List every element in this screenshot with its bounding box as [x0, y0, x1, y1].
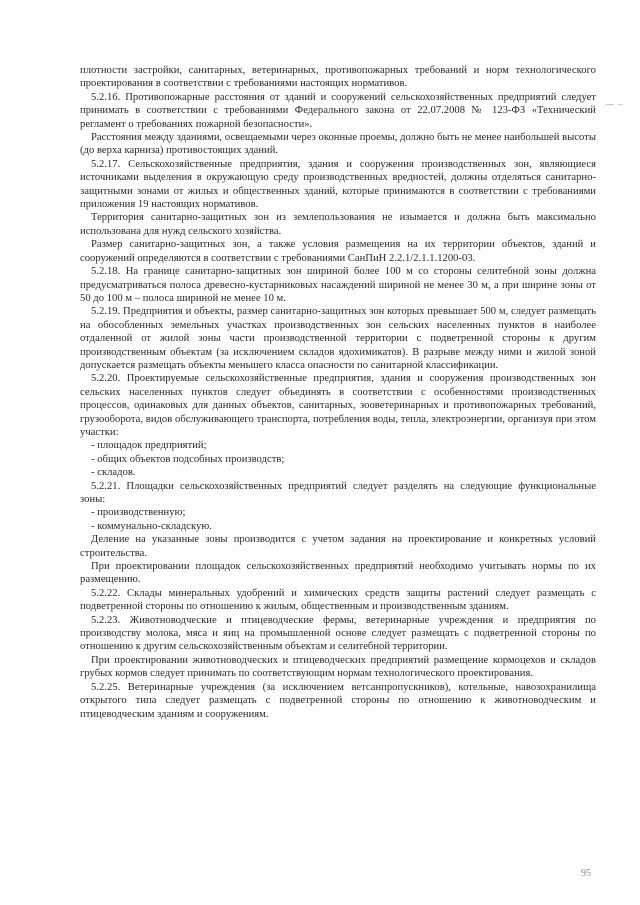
paragraph-5-2-18: 5.2.18. На границе санитарно-защитных зон шириной более 100 м со стороны селитебной зоны должна предусматриваться полоса древесно-кустарниковых насаждений шириной не менее 30 м, а при ширине зоны от 50 до 100 м – полоса шириной не менее 10 м.: [80, 266, 596, 304]
list-item: - производственную;: [91, 507, 186, 519]
paragraph: Размер санитарно-защитных зон, а также условия размещения на их территории объектов, зданий и сооружений определяются в соответствии с требованиями СанПиН 2.2.1/2.1.1.1200-03.: [80, 239, 596, 264]
list-item: - складов.: [91, 467, 136, 479]
paragraph-5-2-23: 5.2.23. Животноводческие и птицеводческие фермы, ветеринарные учреждения и предприятия по производству молока, мяса и яиц на промышленной основе следует размещать с подветренной стороны по отношению к другим сельскохозяйственным объектам и селитебной территории.: [80, 614, 596, 653]
paragraph: При проектировании животноводческих и птицеводческих предприятий размещение кормоцехов и складов грубых кормов следует принимать по соответствующим нормам технологического проектирования.: [80, 654, 596, 680]
margin-mark: [606, 104, 614, 105]
list-item: - общих объектов подсобных производств;: [91, 453, 285, 465]
paragraph: При проектировании площадок сельскохозяйственных предприятий необходимо учитывать нормы по их размещению.: [80, 561, 596, 586]
document-body: [80, 64, 596, 721]
list-item: - площадок предприятий;: [91, 440, 207, 452]
paragraph-continuation: плотности застройки, санитарных, ветеринарных, противопожарных требований и норм технологического проектирования в соответствии с требованиями настоящих нормативов.: [80, 65, 596, 90]
paragraph-5-2-25: 5.2.25. Ветеринарные учреждения (за исключением ветсанпропускников), котельные, навозохранилища открытого типа следует размещать с подветренной стороны по отношению к животноводческим и птицеводческим зданиям и сооружениям.: [80, 681, 596, 720]
paragraph: Территория санитарно-защитных зон из землепользования не изымается и должна быть максимально использована для нужд сельского хозяйства.: [80, 212, 596, 237]
paragraph: Расстояния между зданиями, освещаемыми через оконные проемы, должно быть не менее наибольшей высоты (до верха карниза) противостоящих зданий.: [80, 132, 596, 157]
paragraph-5-2-19: 5.2.19. Предприятия и объекты, размер санитарно-защитных зон которых превышает 500 м, следует размещать на обособленных земельных участках производственных зон сельских населенных пунктов в наиболее отдаленной от жилой зоны части производственной территории с подветренной стороны к другим производственным объектам (за исключением складов ядохимикатов). В разрыве между ними и жилой зоной допускается размещать объекты меньшего класса опасности по санитарной классификации.: [80, 306, 596, 371]
page-number: 95: [581, 868, 591, 879]
paragraph: Деление на указанные зоны производится с учетом задания на проектирование и конкретных условий строительства.: [80, 534, 596, 559]
paragraph-5-2-21: 5.2.21. Площадки сельскохозяйственных предприятий следует разделять на следующие функциональные зоны:: [80, 480, 596, 505]
paragraph-5-2-16: 5.2.16. Противопожарные расстояния от зданий и сооружений сельскохозяйственных предприятий следует принимать в соответствии с требованиями Федерального закона от 22.07.2008 № 123-ФЗ «Технический регламент о требованиях пожарной безопасности».: [80, 91, 596, 130]
paragraph-5-2-20: 5.2.20. Проектируемые сельскохозяйственные предприятия, здания и сооружения производственных зон сельских населенных пунктов следует объединять в соответствии с особенностями производственных процессов, одинаковых для данных объектов, санитарных, зооветеринарных и противопожарных требований, грузооборота, видов обслуживающего транспорта, потребления воды, тепла, электроэнергии, организуя при этом участки:: [80, 373, 596, 438]
paragraph-5-2-17: 5.2.17. Сельскохозяйственные предприятия, здания и сооружения производственных зон, являющиеся источниками выделения в окружающую среду производственных вредностей, должны отделяться санитарно-защитными зонами от жилых и общественных зданий, которые принимаются в соответствии с требованиями приложения 19 настоящих нормативов.: [80, 158, 596, 211]
list-item: - коммунально-складскую.: [91, 520, 212, 532]
margin-mark: [618, 104, 623, 105]
paragraph-5-2-22: 5.2.22. Склады минеральных удобрений и химических средств защиты растений следует размещать с подветренной стороны по отношению к жилым, общественным и производственным зданиям.: [80, 587, 596, 613]
